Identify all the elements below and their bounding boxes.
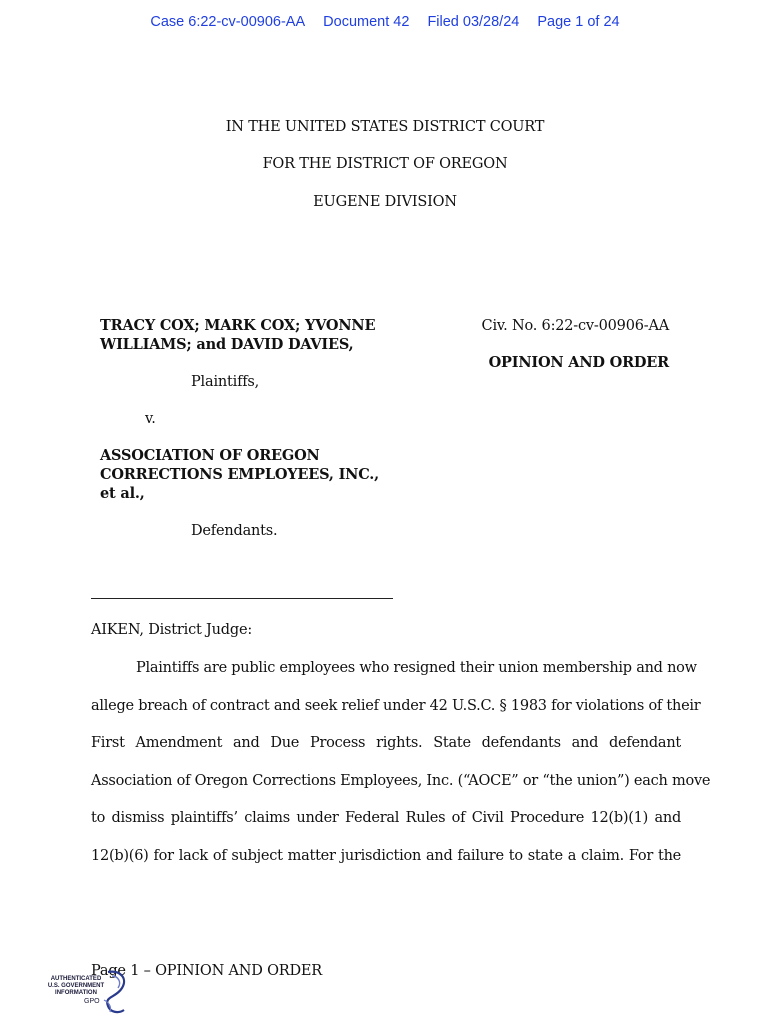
gpo-authentication-seal xyxy=(46,966,136,1018)
gpo-label: GPO xyxy=(84,998,100,1005)
body-line: 12(b)(6) for lack of subject matter jurisdiction and failure to state a claim. For the xyxy=(91,847,681,864)
opinion-body-paragraph xyxy=(91,650,711,875)
case-number-stamp: Case 6:22-cv-00906-AA xyxy=(150,14,306,30)
gpo-seal-line2: U.S. GOVERNMENT xyxy=(47,983,105,989)
gpo-seal-line3: INFORMATION xyxy=(55,990,97,996)
caption-divider xyxy=(91,598,393,599)
defendants-names-line2: CORRECTIONS EMPLOYEES, INC., xyxy=(100,466,379,483)
page-footer: Page 1 – OPINION AND ORDER xyxy=(91,963,323,979)
ecf-header-stamp xyxy=(0,14,770,30)
body-line: First Amendment and Due Process rights. State defendants and defendant xyxy=(91,735,681,751)
judge-line: AIKEN, District Judge: xyxy=(91,622,253,638)
defendants-names-line3: et al., xyxy=(100,485,145,502)
gpo-seal-text xyxy=(46,976,106,997)
plaintiffs-label: Plaintiffs, xyxy=(191,374,260,390)
body-line: to dismiss plaintiffs’ claims under Federal Rules of Civil Procedure 12(b)(1) and xyxy=(91,810,681,826)
filed-date-stamp: Filed 03/28/24 xyxy=(427,14,520,30)
plaintiffs-names-line1: TRACY COX; MARK COX; YVONNE xyxy=(100,317,376,334)
body-line: allege breach of contract and seek relief under 42 U.S.C. § 1983 for violations of their xyxy=(91,697,701,714)
page-count-stamp: Page 1 of 24 xyxy=(537,14,620,30)
court-division: EUGENE DIVISION xyxy=(313,194,457,210)
plaintiffs-names-line2: WILLIAMS; and DAVID DAVIES, xyxy=(100,336,354,353)
body-line: Association of Oregon Corrections Employees, Inc. (“AOCE” or “the union”) each move xyxy=(91,772,711,789)
body-line: Plaintiffs are public employees who resigned their union membership and now xyxy=(136,660,697,676)
document-title: OPINION AND ORDER xyxy=(488,354,669,371)
defendants-names-line1: ASSOCIATION OF OREGON xyxy=(100,447,320,464)
versus: v. xyxy=(145,411,156,427)
defendants-label: Defendants. xyxy=(191,523,278,539)
court-name: IN THE UNITED STATES DISTRICT COURT xyxy=(225,119,545,135)
gpo-seal-line1: AUTHENTICATED xyxy=(50,976,102,982)
document-number-stamp: Document 42 xyxy=(323,14,410,30)
civil-case-number: Civ. No. 6:22-cv-00906-AA xyxy=(481,318,669,334)
court-district: FOR THE DISTRICT OF OREGON xyxy=(262,156,508,172)
